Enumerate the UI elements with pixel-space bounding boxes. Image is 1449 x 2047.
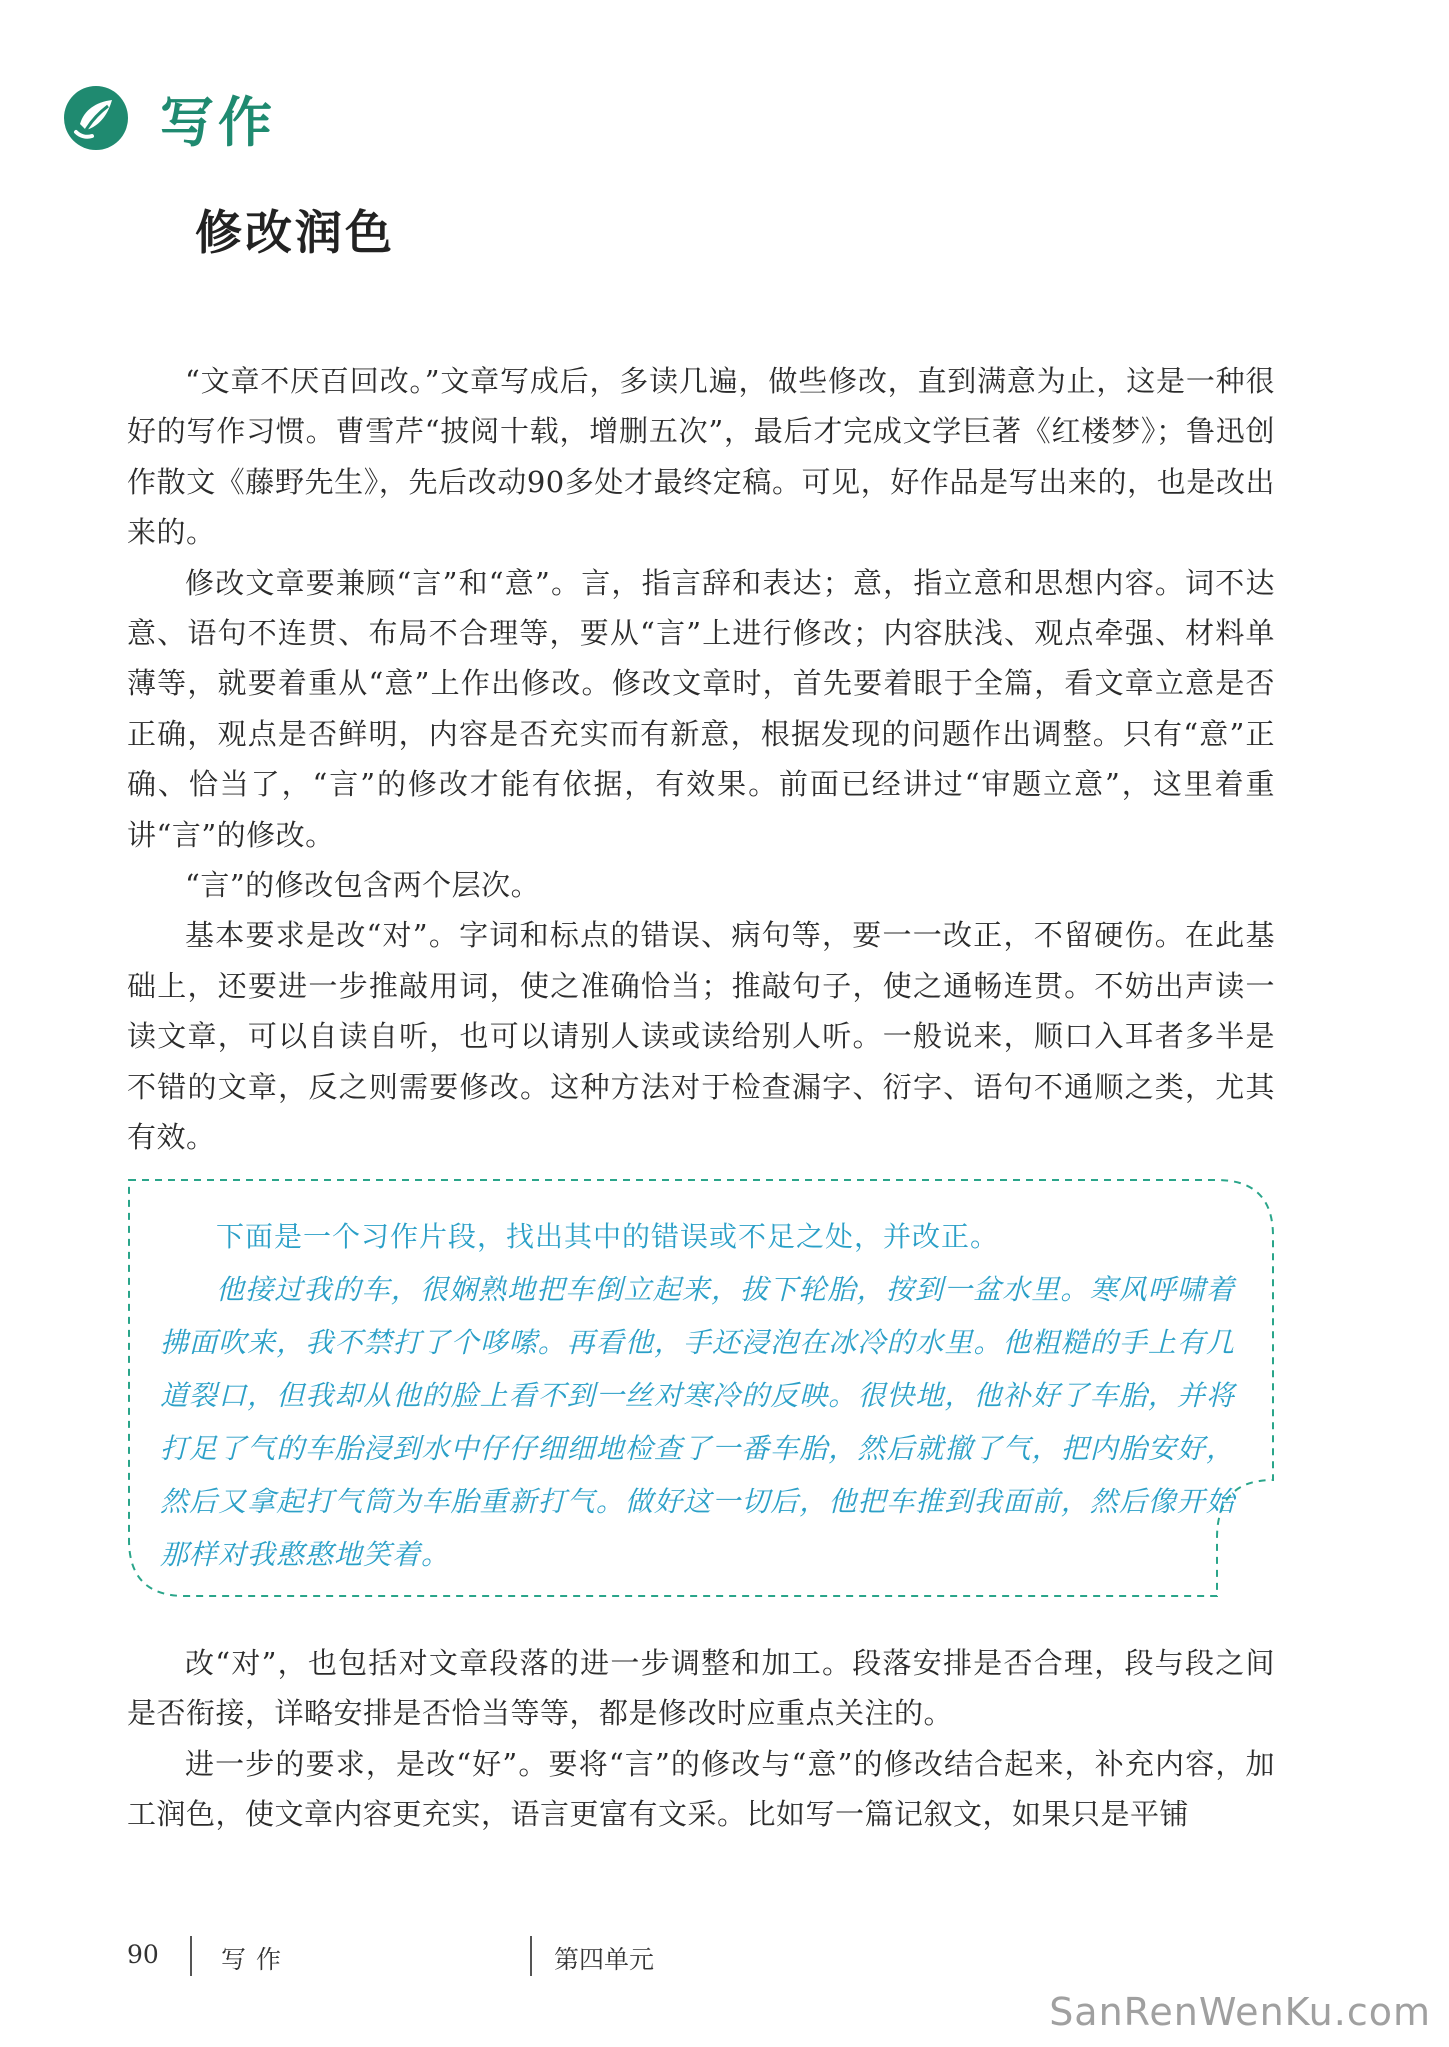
lesson-title: 修改润色 <box>195 206 395 261</box>
paragraph: 基本要求是改“对”。字词和标点的错误、病句等，要一一改正，不留硬伤。在此基础上，还要进一步推敲用词，使之准确恰当；推敲句子，使之通畅连贯。不妨出声读一读文章，可以自读自听，也可以请别人读或读给别人听。一般说来，顺口入耳者多半是不错的文章，反之则需要修改。这种方法对于检查漏字、衍字、语句不通顺之类，尤其有效。 <box>127 918 1275 1155</box>
exercise-instruction: 下面是一个习作片段，找出其中的错误或不足之处，并改正。 <box>216 1220 1000 1253</box>
exercise-passage: 他接过我的车，很娴熟地把车倒立起来，拔下轮胎，按到一盆水里。寒风呼啸着拂面吹来，我不禁打了个哆嗦。再看他，手还浸泡在冰冷的水里。他粗糙的手上有几道裂口，但我却从他的脸上看不到一丝对寒冷的反映。很快地，他补好了车胎，并将打足了气的车胎浸到水中仔仔细细地检查了一番车胎，然后就撤了气，把内胎安好，然后又拿起打气筒为车胎重新打气。做好这一切后，他把车推到我面前，然后像开始那样对我憨憨地笑着。 <box>160 1273 1235 1571</box>
page-footer <box>127 1940 1027 1980</box>
section-header <box>62 78 276 158</box>
paragraph: “文章不厌百回改。”文章写成后，多读几遍，做些修改，直到满意为止，这是一种很好的写作习惯。曹雪芹“披阅十载，增删五次”，最后才完成文学巨著《红楼梦》；鲁迅创作散文《藤野先生》，先后改动90多处才最终定稿。可见，好作品是写出来的，也是改出来的。 <box>127 364 1275 550</box>
footer-divider <box>530 1936 532 1976</box>
paragraph: 进一步的要求，是改“好”。要将“言”的修改与“意”的修改结合起来，补充内容，加工润色，使文章内容更充实，语言更富有文采。比如写一篇记叙文，如果只是平铺 <box>127 1746 1275 1832</box>
watermark: SanRenWenKu.com <box>1049 1990 1431 2034</box>
paragraph: “言”的修改包含两个层次。 <box>185 868 541 903</box>
body-text-lower <box>127 1638 1275 1840</box>
paragraph: 改“对”，也包括对文章段落的进一步调整和加工。段落安排是否合理，段与段之间是否衔接，详略安排是否恰当等等，都是修改时应重点关注的。 <box>127 1646 1275 1731</box>
footer-section: 写作 <box>221 1945 292 1974</box>
footer-unit: 第四单元 <box>554 1945 655 1974</box>
paragraph: 修改文章要兼顾“言”和“意”。言，指言辞和表达；意，指立意和思想内容。词不达意、语句不连贯、布局不合理等，要从“言”上进行修改；内容肤浅、观点牵强、材料单薄等，就要着重从“意”上作出修改。修改文章时，首先要着眼于全篇，看文章立意是否正确，观点是否鲜明，内容是否充实而有新意，根据发现的问题作出调整。只有“意”正确、恰当了，“言”的修改才能有依据，有效果。前面已经讲过“审题立意”，这里着重讲“言”的修改。 <box>127 565 1275 852</box>
page-number: 90 <box>127 1940 159 1969</box>
exercise-box <box>127 1178 1275 1598</box>
writing-leaf-icon <box>62 84 130 152</box>
exercise-content <box>160 1210 1235 1581</box>
section-title: 写作 <box>160 90 276 154</box>
body-text-upper <box>127 356 1275 1163</box>
footer-divider <box>190 1936 192 1976</box>
